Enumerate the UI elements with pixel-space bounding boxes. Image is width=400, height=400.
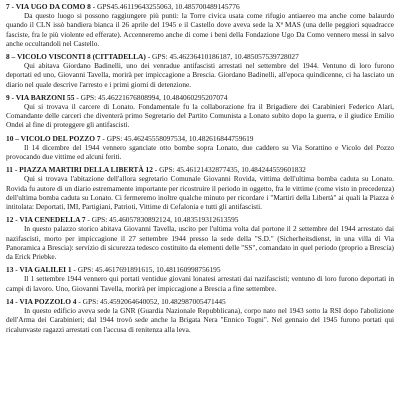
stop-entry-11	[6, 165, 394, 211]
stop-entry-8	[6, 52, 394, 89]
stop-description: In questo edificio aveva sede la GNR (Guardia Nazionale Repubblicana), corpo nato nel 1943 sotto la RSI dopo l'abolizione dell'Arma dei Carabinieri; dal 1944 trovò sede anche la Brigata Nera "Ennico Togni". Nel gennaio del 1945 furono portati qui ricalunvaste ragazzi arrestati con l'accusa di renitenza alla leva.	[6, 306, 394, 334]
stop-title: 7 - VIA UGO DA COMO 8	[6, 2, 91, 11]
stop-heading	[6, 93, 394, 102]
stop-entry-13	[6, 265, 394, 293]
stop-description: Il 1 settembre 1944 vennero qui portati ventidue giovani lonatesi arrestati dai nazifascisti; ventuno di loro furono deportati in campi di lavoro. Uno, Giovanni Tavella, morirà per impiccagione a Brescia a fine settembre.	[6, 274, 394, 293]
stop-entry-7	[6, 2, 394, 48]
stop-title: 10 – VICOLO DEL POZZO 7	[6, 133, 101, 143]
stop-description: In questo palazzo storico abitava Giovanni Tavella, uscito per l'ultima volta dal portone il 2 settembre del 1944 arrestato dai nazifascisti, morto per impiccagione il 27 settembre 1944 presso la sede della "S.D." (Sicherheitsdienst, in una villa di Via Panoramica a Brescia): servizio di sicurezza tedesco costituito da elementi delle "SS", comandato in quel periodo (proprio a Brescia) da Erick Priebke.	[6, 224, 394, 262]
stop-gps: - GPS: 45.46245558097534, 10.48261684475961​9	[100, 133, 254, 143]
stop-title: 13 - VIA GALILEI 1	[6, 265, 72, 275]
stop-gps: - GPS: 45.462216768089​94, 10.484060295207074	[74, 92, 228, 102]
stop-entry-12	[6, 215, 394, 261]
stop-entry-9	[6, 93, 394, 130]
stop-title: 9 - VIA BARZONI 55	[6, 92, 75, 102]
stop-heading	[6, 265, 394, 274]
stop-heading	[6, 297, 394, 306]
stop-gps: - GPS45.46119643255063, 10.485700489145776	[90, 2, 240, 11]
stop-entry-10	[6, 134, 394, 162]
stop-description: Da questo luogo si possono raggiungere più punti: la Torre civica usata come rifugio antiaereo ma anche come balaurdo quando il CLN issò bandiera bianca il 26 aprile del 1945 e il Castello dove aveva sede la Xª MAS (una delle peggiori squadracce fasciste, fra le più violente ed efferate). Accenneremo anche di come i beni della Fondazione Ugo Da Como vennero messi in salvo anche occultandoli nel Castello.	[6, 11, 394, 48]
stop-gps: - GPS: 45.4592064640052, 10.482987005471445	[76, 296, 226, 306]
stop-heading	[6, 2, 394, 11]
stop-gps: - GPS: 45.46121432877435, 10.484244559601832	[152, 165, 306, 175]
stop-entry-14	[6, 297, 394, 334]
stop-title: 14 - VIA POZZOLO 4	[6, 296, 77, 306]
stop-gps: - GPS: 45.460578308​92124, 10.483519312613595	[85, 215, 239, 225]
stop-title: 12 - VIA CENEDELLA 7	[6, 215, 86, 225]
stop-gps: - GPS: 45.46236410186187, 10.485057539728027	[145, 52, 299, 62]
stop-title: 8 – VICOLO VISCONTI 8 (CITTADELLA)	[6, 52, 146, 62]
stop-heading	[6, 52, 394, 61]
stop-description: Qui abitava Giordano Badinelli, uno dei venradue antifascisti arrestati nel settembre del 1944. Ventuno di loro furono deportati ed uno, Giovanni Tavella, morirà per impiccagione a Brescia. Giordano Badinelli, all'epoca quindicenne, ci ha lasciato un diario nel quale descrive l'arresto e i primi giorni di detenzione.	[6, 61, 394, 89]
stop-description: Qui si trovava il carcere di Lonato. Fondamentale fu la collaborazione fra il Brigadiere dei Carabinieri Federico Alari, Comandante delle carceri che diventerà primo Segretario del Partito Comunista a Lonato subito dopo la guerra, e il giudice Emilio Ondei al fine di proteggere gli antifascisti.	[6, 102, 394, 130]
stop-heading	[6, 165, 394, 174]
stop-description: Il 14 dicembre del 1944 vennero sganciate otto bombe sopra Lonato, due caddero su Via Sorattino e Vicolo del Pozzo provocando due vittime ed alcuni feriti.	[6, 142, 394, 162]
stop-gps: - GPS: 45.4617691891615, 10.481160998756195	[71, 265, 221, 275]
stop-heading	[6, 215, 394, 224]
stop-heading	[6, 134, 394, 143]
stop-description: Qui si trovava l'abitazione dell'allora segretario Comunale Giovanni Rovida, vittima dell'ultima bomba caduta su Lonato. Rovida fu autore di un diario estremamente importante per ricostruire il periodo in oggetto, fra le vittime (come visto in precedenza) dell'ultima bomba caduta su Lonato. Ci fermeremo inoltre qualche minuto per ricordare i "Martiri della Libertà" ai quali la Piazza è intitolata: Deportati, IMI, Partigiani, Patrioti, Vittime di Cefalonia e tutti gli antifascisti.	[6, 174, 394, 212]
stop-title: 11 - PIAZZA MARTIRI DELLA LIBERTÀ 12	[6, 165, 153, 175]
